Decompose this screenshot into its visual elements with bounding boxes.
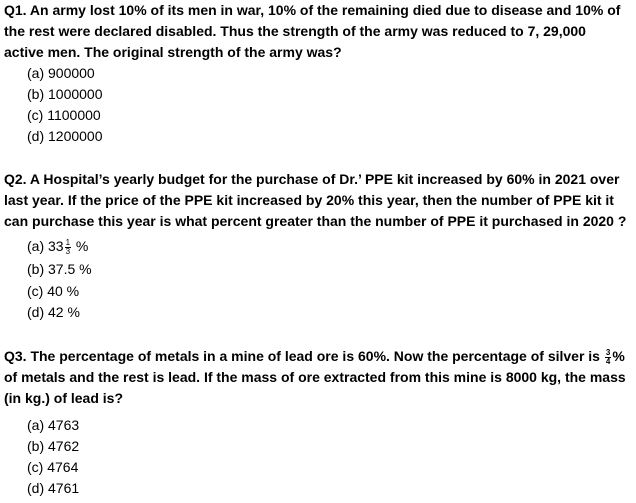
question-line <box>4 346 626 367</box>
option-a-suffix: % <box>72 238 89 254</box>
question-line: last year. If the price of the PPE kit increased by 20% this year, then the number of PPE kit it <box>4 192 614 208</box>
question-line: (in kg.) of lead is? <box>4 390 124 406</box>
q3-option-b: (b) 4762 <box>27 438 80 454</box>
question-line: active men. The original strength of the army was? <box>4 44 342 60</box>
question-3-text <box>4 346 626 409</box>
q2-option-b: (b) 37.5 % <box>27 261 92 277</box>
q1-option-b: (b) 1000000 <box>27 86 103 102</box>
question-line: Q2. A Hospital’s yearly budget for the purchase of Dr.’ PPE kit increased by 60% in 2021 over <box>4 171 620 187</box>
question-line: of metals and the rest is lead. If the mass of ore extracted from this mine is 8000 kg, the mass <box>4 369 626 385</box>
question-1-text <box>4 0 620 63</box>
q2-option-a <box>27 236 88 257</box>
q2-option-d: (d) 42 % <box>27 304 80 320</box>
q3-line1-suffix: % <box>612 348 625 364</box>
q3-option-a: (a) 4763 <box>27 417 80 433</box>
fraction <box>65 239 71 256</box>
q1-option-c: (c) 1100000 <box>27 107 101 123</box>
question-2-text <box>4 169 626 232</box>
fraction-denominator: 3 <box>65 246 71 256</box>
question-line: can purchase this year is what percent greater than the number of PPE it purchased in 2020 ? <box>4 213 627 229</box>
question-line: Q1. An army lost 10% of its men in war, 10% of the remaining died due to disease and 10% of <box>4 2 621 18</box>
fraction-numerator: 1 <box>65 237 71 247</box>
fraction-denominator: 4 <box>605 356 611 366</box>
fraction-numerator: 3 <box>605 347 611 357</box>
q3-option-d: (d) 4761 <box>27 480 80 496</box>
q3-option-c: (c) 4764 <box>27 459 79 475</box>
fraction <box>605 349 611 366</box>
q1-option-d: (d) 1200000 <box>27 128 103 144</box>
option-a-prefix: (a) 33 <box>27 238 64 254</box>
question-line: the rest were declared disabled. Thus the strength of the army was reduced to 7, 29,000 <box>4 23 586 39</box>
q3-line1-prefix: Q3. The percentage of metals in a mine of lead ore is 60%. Now the percentage of silver is <box>4 348 604 364</box>
q1-option-a: (a) 900000 <box>27 65 95 81</box>
q2-option-c: (c) 40 % <box>27 283 80 299</box>
